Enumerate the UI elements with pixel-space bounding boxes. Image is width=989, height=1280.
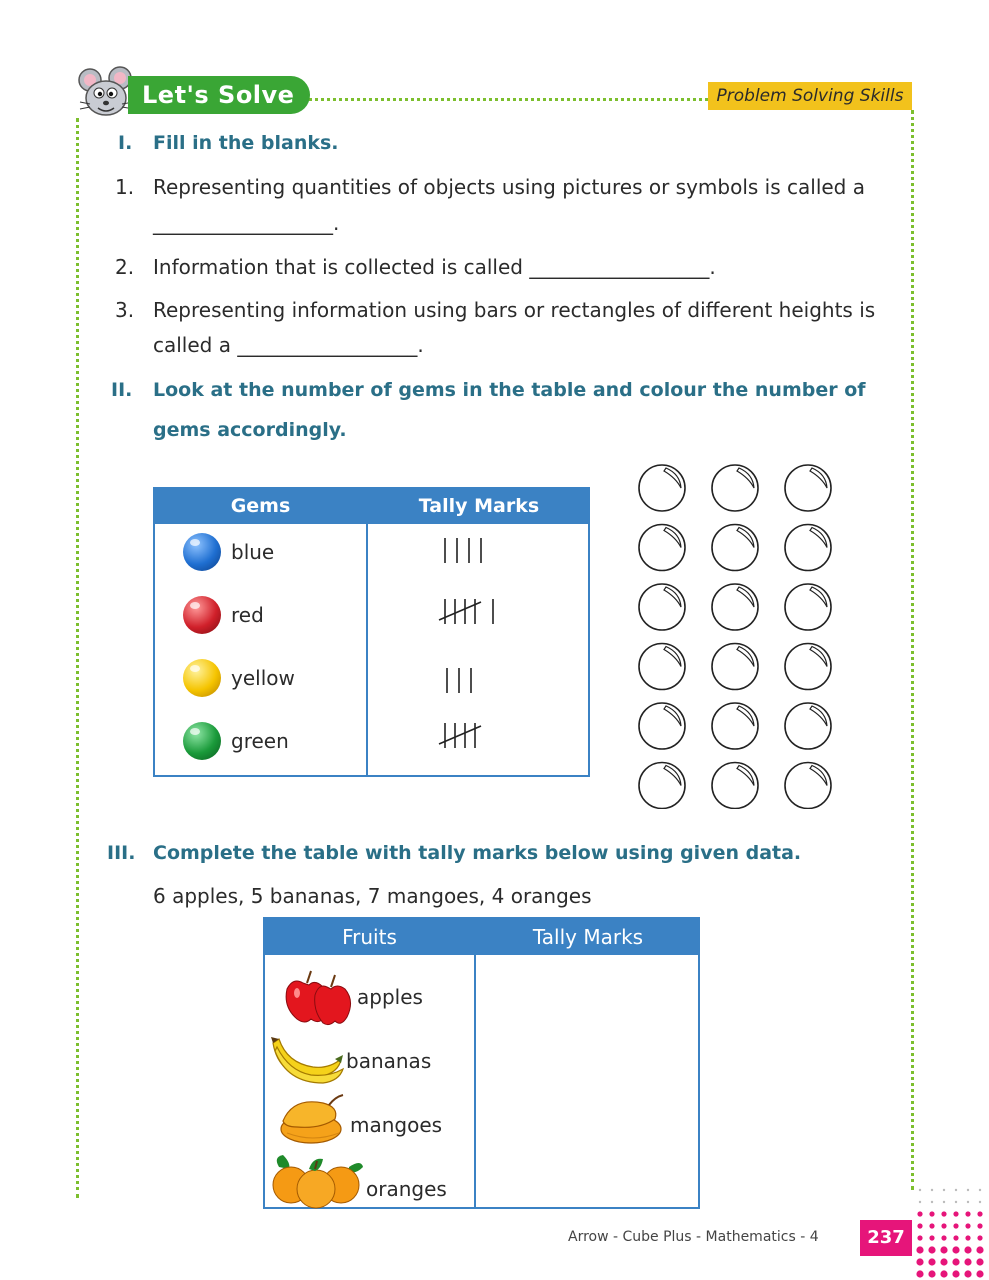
red-gem-icon xyxy=(183,596,221,634)
gem-circle[interactable] xyxy=(785,584,831,630)
blue-gem-icon xyxy=(183,533,221,571)
frame-border-right xyxy=(911,110,914,1190)
decorative-dot xyxy=(917,1211,922,1216)
decorative-dot xyxy=(916,1246,923,1253)
decorative-dot xyxy=(931,1189,933,1191)
gem-tally-table xyxy=(153,487,590,777)
gem-row-red xyxy=(155,596,588,652)
apple-icon xyxy=(283,967,353,1029)
fruit-name: apples xyxy=(357,985,423,1009)
item1-number: 1. xyxy=(115,175,135,199)
section3-number: III. xyxy=(107,842,136,864)
decorative-dot xyxy=(953,1211,958,1216)
gem-circle[interactable] xyxy=(639,703,685,749)
decorative-dot xyxy=(976,1258,983,1265)
decorative-dot xyxy=(941,1223,946,1228)
tally-col-header: Tally Marks xyxy=(418,495,540,517)
decorative-dot xyxy=(967,1189,969,1191)
decorative-dot xyxy=(967,1201,969,1203)
section2-number: II. xyxy=(111,379,133,401)
decorative-dot xyxy=(941,1235,946,1240)
decorative-dot xyxy=(977,1223,982,1228)
gem-circle[interactable] xyxy=(785,644,831,690)
gem-row-green xyxy=(155,722,588,778)
decorative-dot xyxy=(964,1246,971,1253)
gem-circle[interactable] xyxy=(785,465,831,511)
gem-circle[interactable] xyxy=(712,644,758,690)
gem-circle[interactable] xyxy=(712,703,758,749)
tally-mark xyxy=(425,596,515,630)
decorative-dot xyxy=(965,1235,970,1240)
gem-circle[interactable] xyxy=(785,525,831,571)
gem-circle[interactable] xyxy=(712,584,758,630)
decorative-dot xyxy=(965,1223,970,1228)
fruit-data-line: 6 apples, 5 bananas, 7 mangoes, 4 oranges xyxy=(153,884,592,908)
decorative-dot xyxy=(964,1258,971,1265)
decorative-dot xyxy=(977,1211,982,1216)
gem-circle[interactable] xyxy=(785,703,831,749)
item3-text: Representing information using bars or rectangles of different heights is xyxy=(153,298,876,322)
gem-circle[interactable] xyxy=(712,525,758,571)
gem-circle[interactable] xyxy=(639,644,685,690)
decorative-dot xyxy=(929,1211,934,1216)
decorative-dot xyxy=(919,1189,921,1191)
problem-solving-tag: Problem Solving Skills xyxy=(708,82,912,110)
item3-blank: called a __________________. xyxy=(153,333,424,357)
fruit-tally-table xyxy=(263,917,700,1209)
decorative-dot xyxy=(919,1201,921,1203)
decorative-dot xyxy=(943,1189,945,1191)
fruit-table-divider xyxy=(474,919,476,1207)
decorative-dot xyxy=(917,1223,922,1228)
gem-circle[interactable] xyxy=(712,465,758,511)
gem-circle[interactable] xyxy=(639,763,685,809)
decorative-dot xyxy=(941,1211,946,1216)
section3-heading: Complete the table with tally marks below using given data. xyxy=(153,842,802,864)
section1-heading: Fill in the blanks. xyxy=(153,132,339,154)
decorative-dot xyxy=(940,1258,947,1265)
decorative-dot xyxy=(929,1223,934,1228)
decorative-dot xyxy=(928,1258,935,1265)
tally-mark xyxy=(425,665,505,699)
fruit-name: mangoes xyxy=(350,1113,443,1137)
gem-circle[interactable] xyxy=(712,763,758,809)
decorative-dot xyxy=(940,1270,947,1277)
decorative-dot xyxy=(979,1201,981,1203)
gem-circle[interactable] xyxy=(639,525,685,571)
decorative-dot xyxy=(953,1223,958,1228)
gem-col-header: Gems xyxy=(230,495,291,517)
decorative-dot xyxy=(979,1189,981,1191)
decorative-dot xyxy=(928,1270,935,1277)
decorative-dot xyxy=(917,1235,922,1240)
fruit-tally-col-header: Tally Marks xyxy=(532,925,644,949)
gem-circle-grid xyxy=(638,464,838,809)
gem-name: green xyxy=(231,729,289,753)
gem-name: red xyxy=(231,603,264,627)
gem-name: yellow xyxy=(231,666,295,690)
fruit-name: oranges xyxy=(366,1177,447,1201)
gem-circle[interactable] xyxy=(639,584,685,630)
decorative-dot xyxy=(955,1201,957,1203)
banana-icon xyxy=(269,1033,345,1087)
item2-number: 2. xyxy=(115,255,135,279)
page-number: 237 xyxy=(860,1220,912,1256)
tally-mark xyxy=(425,535,505,569)
gem-circle[interactable] xyxy=(639,465,685,511)
decorative-dot xyxy=(940,1246,947,1253)
yellow-gem-icon xyxy=(183,659,221,697)
decorative-dot xyxy=(952,1270,959,1277)
footer-book-title: Arrow - Cube Plus - Mathematics - 4 xyxy=(568,1229,819,1245)
gem-circle[interactable] xyxy=(785,763,831,809)
decorative-dot xyxy=(953,1235,958,1240)
decorative-dot xyxy=(929,1235,934,1240)
decorative-dot xyxy=(952,1258,959,1265)
item2-text: Information that is collected is called __________________. xyxy=(153,255,716,279)
item1-blank: __________________. xyxy=(153,211,340,235)
decorative-dot xyxy=(965,1211,970,1216)
gem-row-blue xyxy=(155,533,588,589)
decorative-dot xyxy=(955,1189,957,1191)
gem-row-yellow xyxy=(155,659,588,715)
decorative-dots-pattern xyxy=(914,1186,989,1280)
decorative-dot xyxy=(943,1201,945,1203)
decorative-dot xyxy=(977,1235,982,1240)
decorative-dot xyxy=(916,1270,923,1277)
gem-name: blue xyxy=(231,540,275,564)
lets-solve-badge: Let's Solve xyxy=(128,76,310,114)
fruit-name: bananas xyxy=(346,1049,432,1073)
tally-mark xyxy=(425,720,505,754)
section2-heading-line1: Look at the number of gems in the table and colour the number of xyxy=(153,379,866,401)
frame-border-left xyxy=(76,118,79,1198)
section1-number: I. xyxy=(118,132,133,154)
item1-text: Representing quantities of objects using pictures or symbols is called a xyxy=(153,175,865,199)
decorative-dot xyxy=(916,1258,923,1265)
decorative-dot xyxy=(931,1201,933,1203)
green-gem-icon xyxy=(183,722,221,760)
decorative-dot xyxy=(976,1270,983,1277)
decorative-dot xyxy=(952,1246,959,1253)
fruits-col-header: Fruits xyxy=(342,925,397,949)
decorative-dot xyxy=(928,1246,935,1253)
decorative-dot xyxy=(976,1246,983,1253)
orange-icon xyxy=(269,1153,365,1209)
mango-icon xyxy=(273,1093,353,1147)
section2-heading-line2: gems accordingly. xyxy=(153,419,347,441)
item3-number: 3. xyxy=(115,298,135,322)
frame-border-top xyxy=(280,98,708,101)
decorative-dot xyxy=(964,1270,971,1277)
